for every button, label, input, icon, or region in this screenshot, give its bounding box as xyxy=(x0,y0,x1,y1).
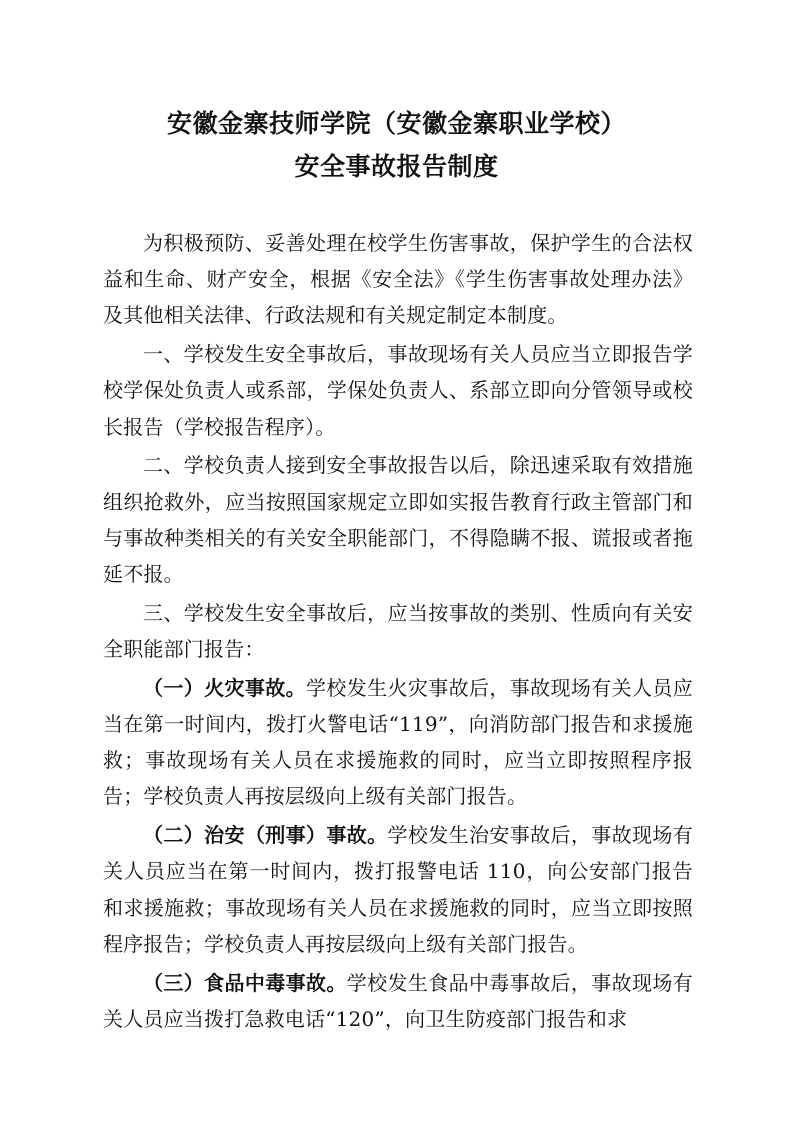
sub-item-3-heading: （三）食品中毒事故。 xyxy=(143,970,347,995)
sub-item-2-text: 学校发生治安事故后，事故现场有关人员应当在第一时间内，拨打报警电话 110，向公安部门报告和求援施救；事故现场有关人员在求援施救的同时，应当立即按照程序报告；学校负责人再按层级向上级有关部门报告。 xyxy=(103,823,694,956)
sub-item-1-text: 学校发生火灾事故后，事故现场有关人员应当在第一时间内，拨打火警电话“119”，向消防部门报告和求援施救；事故现场有关人员在求援施救的同时，应当立即按照程序报告；学校负责人再按层级向上级有关部门报告。 xyxy=(103,675,693,809)
sub-item-2-paragraph xyxy=(103,817,693,962)
item-2-paragraph: 二、学校负责人接到安全事故报告以后，除迅速采取有效措施组织抢救外，应当按照国家规定立即如实报告教育行政主管部门和与事故种类相关的有关安全职能部门，不得隐瞒不报、谎报或者拖延不报。 xyxy=(103,453,693,587)
sub-item-1-paragraph xyxy=(103,670,693,815)
document-subtitle: 安全事故报告制度 xyxy=(294,152,499,181)
document-title: 安徽金寨技师学院（安徽金寨职业学校） xyxy=(166,109,626,138)
sub-item-1-heading: （一）火灾事故。 xyxy=(143,675,307,700)
sub-item-3-text: 学校发生食品中毒事故后，事故现场有关人员应当拨打急救电话“120”，向卫生防疫部门报告和求 xyxy=(103,970,694,1031)
document-body xyxy=(103,225,693,1037)
sub-item-3-paragraph xyxy=(103,965,693,1037)
sub-item-2-heading: （二）治安（刑事）事故。 xyxy=(143,823,388,848)
intro-paragraph: 为积极预防、妥善处理在校学生伤害事故，保护学生的合法权益和生命、财产安全，根据《安全法》《学生伤害事故处理办法》及其他相关法律、行政法规和有关规定制定本制度。 xyxy=(103,231,693,328)
item-3-paragraph: 三、学校发生安全事故后，应当按事故的类别、性质向有关安全职能部门报告： xyxy=(103,600,693,662)
item-1-paragraph: 一、学校发生安全事故后，事故现场有关人员应当立即报告学校学保处负责人或系部，学保处负责人、系部立即向分管领导或校长报告（学校报告程序）。 xyxy=(103,342,693,439)
